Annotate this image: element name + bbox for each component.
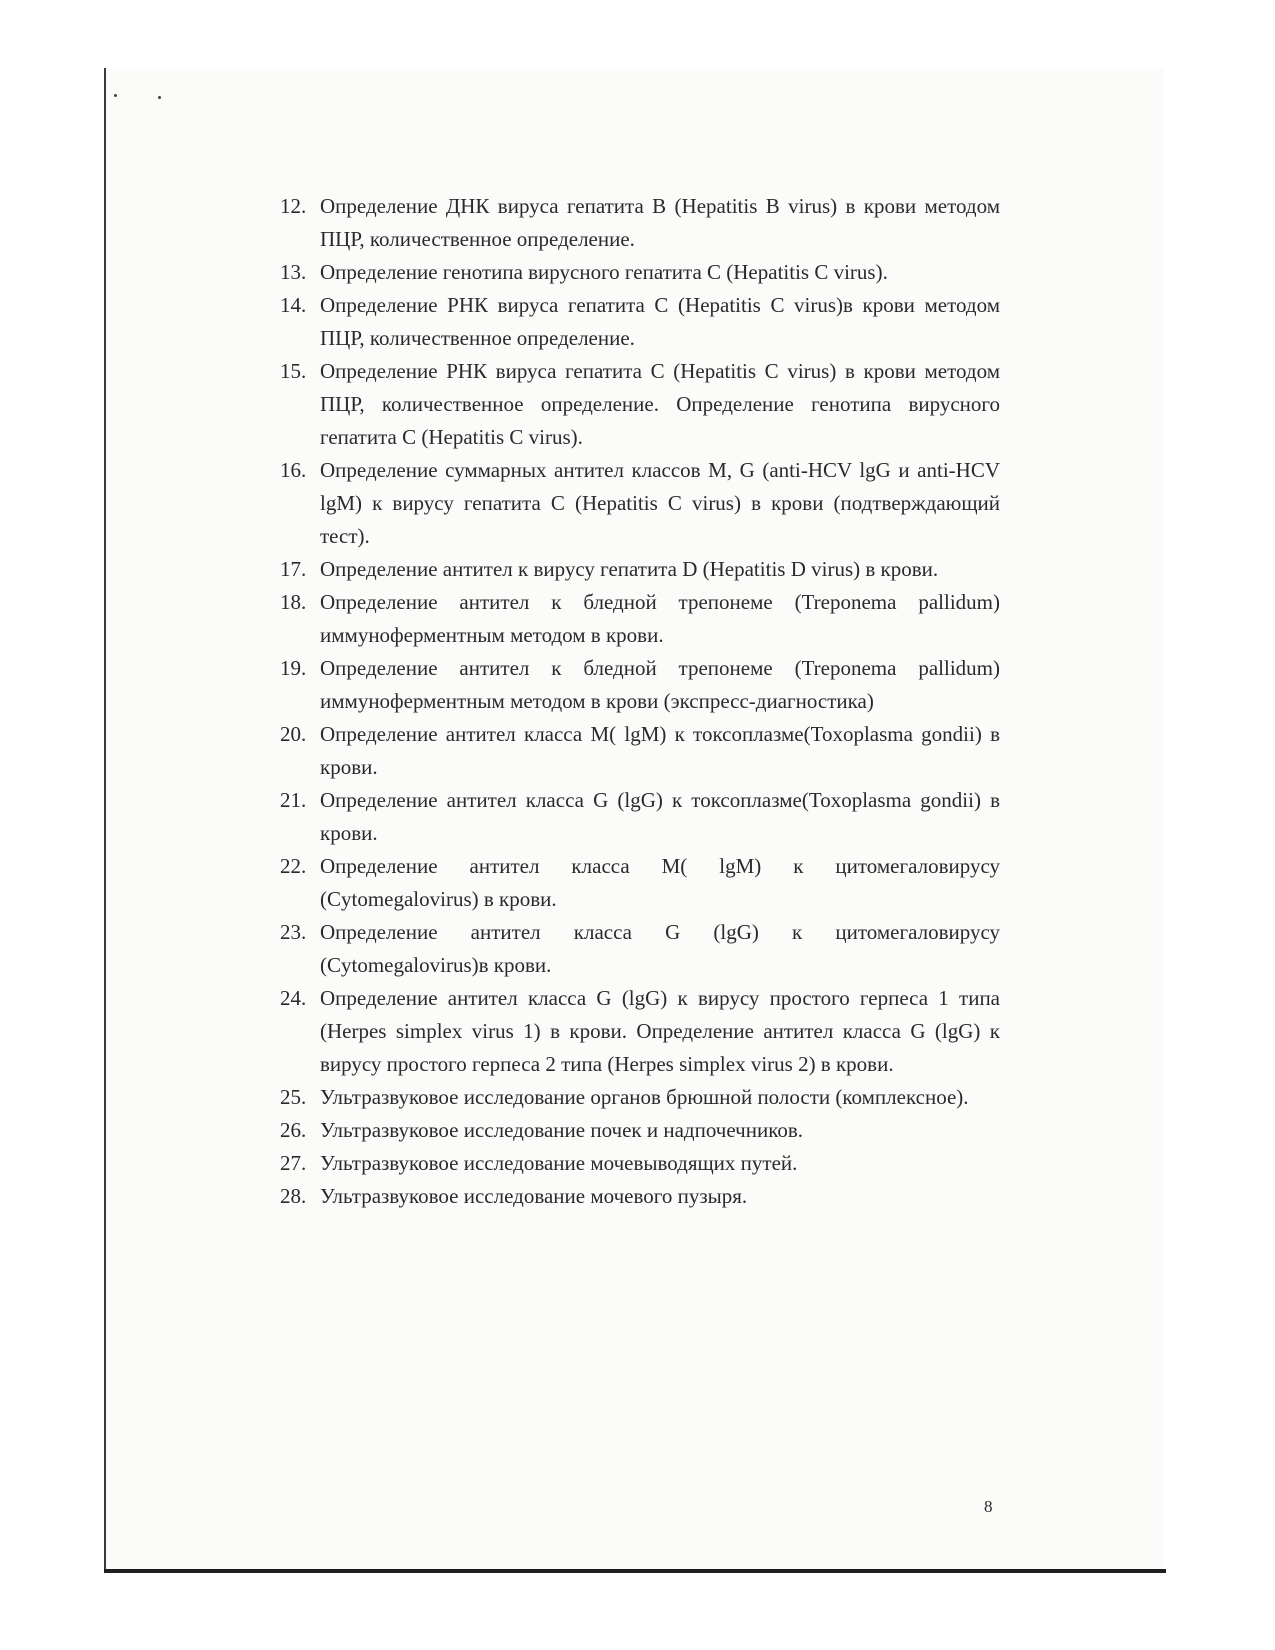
item-text: Ультразвуковое исследование мочевого пузыря.	[320, 1184, 748, 1208]
item-number: 12.	[280, 194, 307, 218]
page-bottom-edge	[104, 1569, 1166, 1573]
list-item	[280, 256, 1000, 289]
item-text: Определение антител класса G (lgG) к вирусу простого герпеса 1 типа (Herpes simplex virus 1) в крови. Определение антител класса G (lgG) к вирусу простого герпеса 2 типа (Herpes simplex virus 2) в крови.	[320, 986, 1000, 1076]
list-item	[280, 718, 1000, 784]
list-item	[280, 289, 1000, 355]
item-text: Определение антител к бледной трепонеме (Treponema pallidum) иммуноферментным методом в крови.	[320, 590, 1000, 647]
item-number: 17.	[280, 557, 307, 581]
item-text: Определение антител к вирусу гепатита D (Hepatitis D virus) в крови.	[320, 557, 939, 581]
item-text: Определение генотипа вирусного гепатита С (Hepatitis C virus).	[320, 260, 888, 284]
item-text: Определение ДНК вируса гепатита В (Hepatitis B virus) в крови методом ПЦР, количественное определение.	[320, 194, 1000, 251]
item-text: Определение антител класса M( lgM) к цитомегаловирусу (Cytomegalovirus) в крови.	[320, 854, 1000, 911]
page-number: 8	[984, 1497, 993, 1516]
item-text: Определение РНК вируса гепатита С (Hepatitis C virus)в крови методом ПЦР, количественное определение.	[320, 293, 1000, 350]
item-number: 23.	[280, 920, 307, 944]
item-text: Определение антител к бледной трепонеме (Treponema pallidum) иммуноферментным методом в крови (экспресс-диагностика)	[320, 656, 1000, 713]
list-item	[280, 586, 1000, 652]
list-item	[280, 982, 1000, 1081]
list-item	[280, 1147, 1000, 1180]
list-item	[280, 850, 1000, 916]
item-number: 15.	[280, 359, 307, 383]
scan-speck	[114, 94, 117, 97]
numbered-list	[280, 190, 1000, 1213]
list-item	[280, 652, 1000, 718]
item-text: Определение РНК вируса гепатита С (Hepatitis C virus) в крови методом ПЦР, количественное определение. Определение генотипа вирусного гепатита С (Hepatitis C virus).	[320, 359, 1000, 449]
list-item	[280, 1114, 1000, 1147]
item-text: Определение суммарных антител классов M, G (anti-HCV lgG и anti-HCV lgM) к вирусу гепатита С (Hepatitis C virus) в крови (подтверждающий тест).	[320, 458, 1000, 548]
document-body	[280, 190, 1000, 1213]
list-item	[280, 784, 1000, 850]
item-text: Определение антител класса G (lgG) к токсоплазме(Toxoplasma gondii) в крови.	[320, 788, 1000, 845]
list-item	[280, 190, 1000, 256]
item-text: Ультразвуковое исследование мочевыводящих путей.	[320, 1151, 798, 1175]
scan-speck	[158, 96, 161, 99]
item-number: 21.	[280, 788, 307, 812]
list-item	[280, 1081, 1000, 1114]
item-number: 27.	[280, 1151, 307, 1175]
item-number: 19.	[280, 656, 307, 680]
list-item	[280, 355, 1000, 454]
item-number: 22.	[280, 854, 307, 878]
item-text: Определение антител класса M( lgM) к токсоплазме(Toxoplasma gondii) в крови.	[320, 722, 1000, 779]
item-number: 25.	[280, 1085, 307, 1109]
item-number: 18.	[280, 590, 307, 614]
item-text: Ультразвуковое исследование почек и надпочечников.	[320, 1118, 803, 1142]
item-number: 16.	[280, 458, 307, 482]
item-number: 13.	[280, 260, 307, 284]
list-item	[280, 454, 1000, 553]
item-number: 28.	[280, 1184, 307, 1208]
list-item	[280, 916, 1000, 982]
item-number: 24.	[280, 986, 307, 1010]
item-number: 14.	[280, 293, 307, 317]
list-item	[280, 1180, 1000, 1213]
page-left-edge	[104, 68, 106, 1573]
item-text: Определение антител класса G (lgG) к цитомегаловирусу (Cytomegalovirus)в крови.	[320, 920, 1000, 977]
item-text: Ультразвуковое исследование органов брюшной полости (комплексное).	[320, 1085, 969, 1109]
item-number: 26.	[280, 1118, 307, 1142]
scan-specks	[114, 92, 174, 104]
list-item	[280, 553, 1000, 586]
item-number: 20.	[280, 722, 307, 746]
